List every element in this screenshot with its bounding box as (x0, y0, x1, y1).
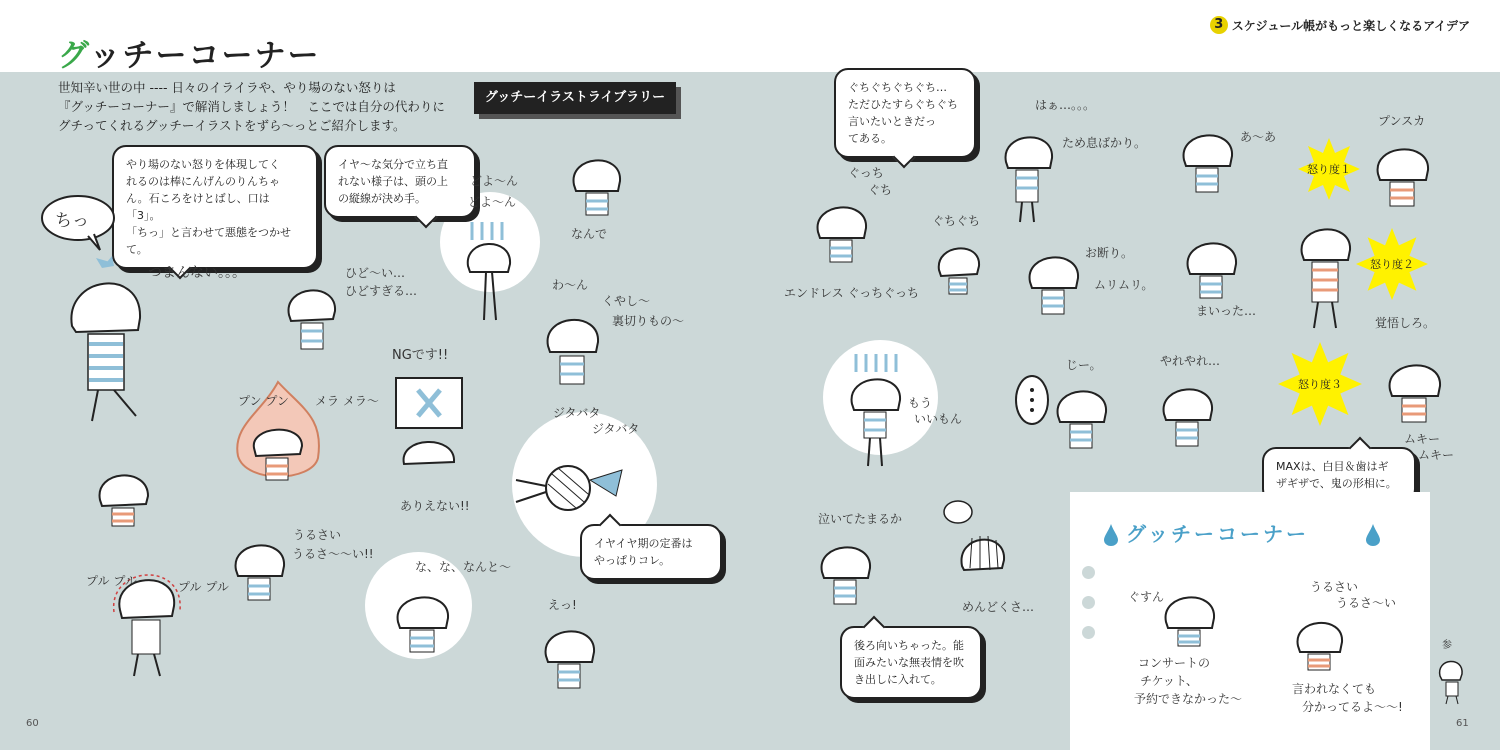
hand-tsumannai: つまんない。。。 (148, 265, 246, 281)
page-title (58, 30, 320, 75)
hand-jitabata2: ジタバタ (592, 422, 640, 436)
hand-yoyaku: 予約できなかった〜 (1134, 692, 1243, 706)
bubble-line: イヤ〜な気分で立ち直 (338, 158, 448, 171)
kakugo-figure (1296, 212, 1356, 332)
bubble-ringo (112, 145, 318, 269)
ji-figure (1052, 374, 1112, 454)
anger-level-3-label: 怒り度３ (1298, 378, 1342, 391)
title-first-char: グ (58, 38, 90, 74)
chapter-number-badge: 3 (1210, 16, 1228, 34)
hand-urusai: うるさい (293, 528, 342, 542)
hand-naitetamaruka: 泣いてたまるか (818, 512, 903, 526)
hand-mendokusa: めんどくさ… (962, 600, 1035, 614)
e-figure (540, 614, 600, 694)
bubble-line: やっぱりコレ。 (594, 554, 671, 567)
bubble-line: やり場のない怒りを体現してく (126, 158, 280, 171)
hand-nanande: な、な、なんと〜 (415, 560, 512, 574)
card-title: グッチーコーナー (1126, 522, 1309, 546)
bubble-line: 後ろ向いちゃった。能 (854, 639, 964, 652)
urusai-figure (230, 526, 290, 610)
hand-urusai2: うるさい (1310, 580, 1359, 594)
hand-hidoi: ひど〜い… (345, 266, 406, 280)
mendokusa-figure (940, 498, 1010, 594)
page-number-right: 61 (1456, 718, 1469, 729)
hand-urusaai2: うるさ〜い (1336, 596, 1397, 610)
bubble-iya (324, 145, 476, 218)
bubble-line: ん。石ころをけとばし、口は「3」。 (126, 192, 270, 222)
ellipsis-bubble (1014, 374, 1054, 430)
max-anger-figure (1384, 348, 1448, 432)
gutigu-figure (935, 236, 985, 298)
hand-murimuri: ムリムリ。 (1094, 278, 1154, 292)
hand-kiroku: 参 (1442, 640, 1452, 651)
hand-tameiki: ため息ばかり。 (1062, 136, 1147, 150)
puns-figure (1372, 132, 1434, 214)
okotowari-figure (1024, 240, 1084, 324)
card-hole (1082, 596, 1095, 609)
hand-maitta: まいった… (1196, 304, 1257, 318)
yareyare-figure (1158, 372, 1218, 454)
bubble-line: 「ちっ」と言わせて悪態をつかせて。 (126, 226, 291, 256)
guchi-figure (812, 190, 872, 274)
hand-hidosugiru: ひどすぎる… (345, 284, 418, 298)
bubble-line: れない様子は、頭の上 (338, 175, 448, 188)
title-rest: ッチーコーナー (89, 38, 321, 74)
hand-purupuru2: プル プル (178, 580, 229, 594)
hand-yareyare: やれやれ… (1160, 354, 1221, 368)
library-label: グッチーイラストライブラリー (474, 82, 676, 114)
hand-iwarenaku: 言われなくても (1292, 682, 1377, 696)
hand-gutigu: ぐちぐち (932, 214, 981, 228)
hand-muki2: ムキー (1418, 448, 1455, 462)
bubble-line: イヤイヤ期の定番は (594, 537, 693, 550)
bubble-guchi (834, 68, 976, 158)
bubble-line: ぐちぐちぐちぐち… (848, 81, 947, 94)
chapter-label: スケジュール帳がもっと楽しくなるアイデア (1231, 18, 1470, 33)
grumpy-figure (80, 458, 170, 528)
nanande-figure (390, 580, 454, 656)
hand-doyon: どよ〜ん (470, 174, 519, 188)
hand-ngdesu: NGです!! (392, 348, 449, 363)
intro-line: 『グッチーコーナー』で解消しましょう！ ここでは自分の代わりに (58, 99, 445, 114)
drop-icon (1366, 524, 1380, 546)
card-hole (1082, 566, 1095, 579)
aa-figure (1178, 118, 1238, 202)
anger-level-3-burst (1278, 342, 1362, 426)
hand-wakatteru: 分かってるよ〜〜! (1302, 700, 1403, 714)
waan-figure (540, 302, 604, 388)
hand-ticket: チケット、 (1140, 674, 1198, 688)
intro-text (58, 78, 458, 135)
crying-figure (283, 275, 339, 355)
hand-endless: エンドレス ぐっちぐっち (784, 286, 919, 300)
anger-level-1-burst (1298, 138, 1360, 200)
hand-e: えっ! (548, 598, 577, 612)
bubble-line: ザギザで、鬼の形相に。 (1276, 477, 1397, 490)
hand-kakugo: 覚悟しろ。 (1375, 316, 1436, 330)
page-number-left: 60 (26, 718, 39, 729)
bubble-line: き出しに入れて。 (854, 673, 942, 686)
bubble-line: 言いたいときだっ (848, 115, 936, 128)
intro-line: 世知辛い世の中 ---- 日々のイライラや、やり場のない怒りは (58, 80, 396, 95)
anger-level-2-label: 怒り度２ (1370, 258, 1414, 271)
card-hole (1082, 626, 1095, 639)
hand-waan: わ〜ん (552, 278, 589, 292)
hand-urusaa: うるさ〜〜い!! (292, 547, 374, 561)
hand-haa: はぁ…。。。 (1035, 98, 1096, 112)
hand-muki: ムキー (1404, 432, 1441, 446)
bubble-ushiro (840, 626, 982, 699)
hand-iimon: いいもん (914, 412, 963, 426)
bubble-line: れるのは棒にんげんのりんちゃ (126, 175, 280, 188)
chapter-header (1210, 16, 1470, 34)
bubble-line: 面みたいな無表情を吹 (854, 656, 964, 669)
hand-puns: プンスカ (1378, 114, 1426, 128)
hand-ji: じー。 (1066, 358, 1102, 372)
intro-line: グチってくれるグッチーイラストをずら〜っとご紹介します。 (58, 118, 406, 133)
hand-guchi2: ぐち (868, 183, 893, 197)
mou-figure (846, 352, 906, 470)
ng-sign-figure (392, 376, 468, 476)
drop-icon (1104, 524, 1118, 546)
bubble-line: ただひたすらぐちぐち (848, 98, 958, 111)
anger-level-1-label: 怒り度１ (1307, 163, 1351, 176)
hand-concert: コンサートの (1138, 656, 1211, 670)
maitta-figure (1182, 226, 1242, 304)
jitabata-figure (512, 430, 652, 540)
hand-purupuru: プル プル (86, 574, 137, 588)
hand-jitabata: ジタバタ (553, 406, 601, 420)
hand-guchi: ぐっち (848, 166, 884, 180)
gusun-figure (1160, 580, 1220, 650)
urusai2-figure (1292, 606, 1348, 672)
naitetamaruka-figure (816, 530, 876, 610)
hand-uragiri: 裏切りもの〜 (612, 314, 685, 328)
hand-nande: なんで (571, 227, 608, 241)
hand-doyon2: どよ〜ん (468, 195, 517, 209)
bubble-line: てある。 (848, 132, 892, 145)
nande-figure (566, 143, 626, 223)
hand-arienai: ありえない!! (400, 499, 470, 513)
hand-gusun: ぐすん (1128, 590, 1165, 604)
anger-level-2-burst (1356, 228, 1428, 300)
hand-chi: ちっ (55, 211, 89, 231)
hand-aa: あ〜あ (1240, 130, 1277, 144)
hand-puntsu: プン プン (238, 394, 289, 408)
doyon-figure (462, 220, 518, 324)
hand-mera: メラ メラ〜 (315, 394, 379, 408)
hand-mou: もう (908, 396, 933, 410)
hand-kuyashi: くやし〜 (602, 294, 651, 308)
ringo-figure (62, 256, 152, 426)
bubble-line: の縦線が決め手。 (338, 192, 426, 205)
tameiki-figure (1000, 122, 1060, 226)
mini-figure (1436, 654, 1466, 706)
bubble-line: MAXは、白目＆歯はギ (1276, 460, 1389, 473)
hand-okotowari: お断り。 (1085, 246, 1134, 260)
